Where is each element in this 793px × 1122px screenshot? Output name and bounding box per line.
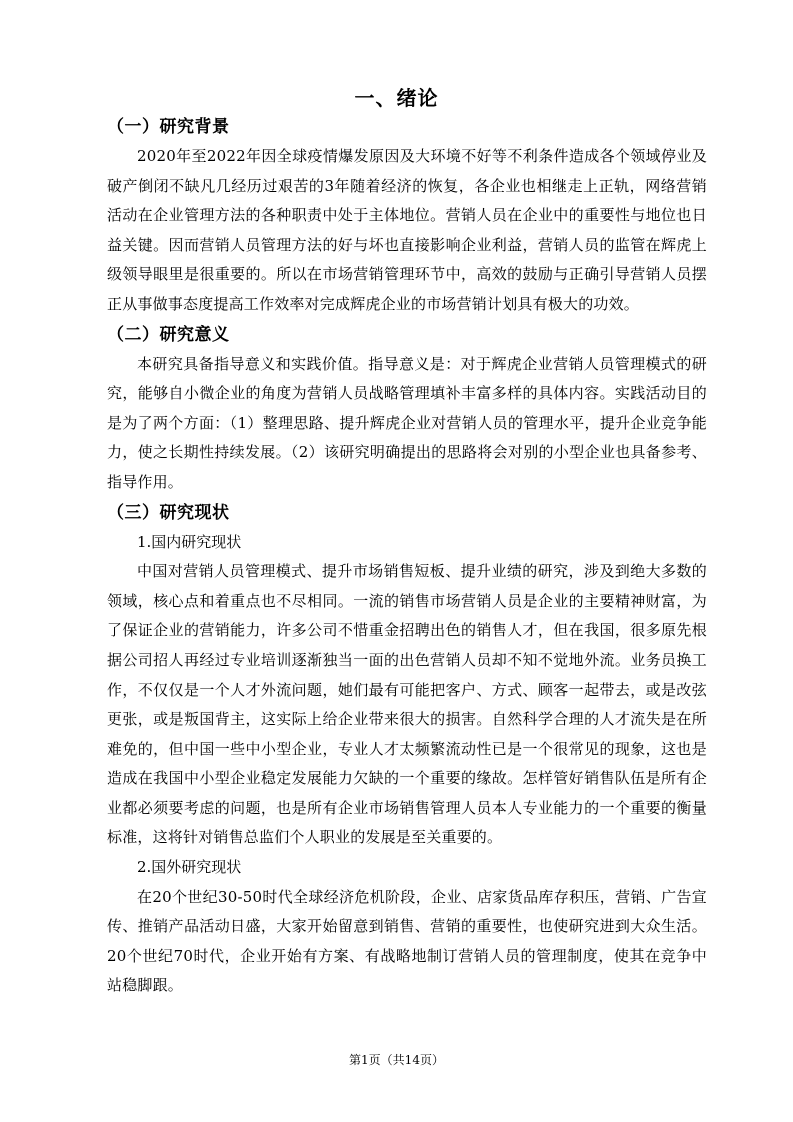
paragraph-significance: 本研究具备指导意义和实践价值。指导意义是：对于辉虎企业营销人员管理模式的研究，能够自小微企业的角度为营销人员战略管理填补丰富多样的具体内容。实践活动目的是为了两个方面：（1）整理思路、提升辉虎企业对营销人员的管理水平，提升企业竞争能力，使之长期性持续发展。（2）该研究明确提出的思路将会对别的小型企业也具备参考、指导作用。 xyxy=(107,354,707,491)
subsection-title-domestic: 1.国内研究现状 xyxy=(137,532,242,551)
section-heading-significance: （二）研究意义 xyxy=(107,324,230,345)
document-body xyxy=(107,112,707,1001)
section-heading-background: （一）研究背景 xyxy=(107,117,230,137)
section-heading-status: （三）研究现状 xyxy=(107,502,230,523)
subsection-title-foreign: 2.国外研究现状 xyxy=(137,858,242,877)
chapter-title: 一、绪论 xyxy=(354,86,439,110)
paragraph-background: 2020年至2022年因全球疫情爆发原因及大环境不好等不利条件造成各个领域停业及破产倒闭不缺凡几经历过艰苦的3年随着经济的恢复，各企业也相继走上正轨，网络营销活动在企业管理方法的各种职责中处于主体地位。营销人员在企业中的重要性与地位也日益关键。因而营销人员管理方法的好与坏也直接影响企业利益，营销人员的监管在辉虎上级领导眼里是很重要的。所以在市场营销管理环节中，高效的鼓励与正确引导营销人员摆正从事做事态度提高工作效率对完成辉虎企业的市场营销计划具有极大的功效。 xyxy=(107,147,707,313)
page-footer: 第1页（共14页） xyxy=(349,1053,444,1067)
paragraph-foreign: 在20个世纪30-50时代全球经济危机阶段，企业、店家货品库存积压，营销、广告宣传、推销产品活动日盛，大家开始留意到销售、营销的重要性，也使研究进到大众生活。20个世纪70时代，企业开始有方案、有战略地制订营销人员的管理制度，使其在竞争中站稳脚跟。 xyxy=(107,887,707,995)
paragraph-domestic: 中国对营销人员管理模式、提升市场销售短板、提升业绩的研究，涉及到绝大多数的领域，核心点和着重点也不尽相同。一流的销售市场营销人员是企业的主要精神财富，为了保证企业的营销能力，许多公司不惜重金招聘出色的销售人才，但在我国，很多原先根据公司招人再经过专业培训逐渐独当一面的出色营销人员却不知不觉地外流。业务员换工作，不仅仅是一个人才外流问题，她们最有可能把客户、方式、顾客一起带去，或是改弦更张，或是叛国背主，这实际上给企业带来很大的损害。自然科学合理的人才流失是在所难免的，但中国一些中小型企业，专业人才太频繁流动性已是一个很常见的现象，这也是造成在我国中小型企业稳定发展能力欠缺的一个重要的缘故。怎样管好销售队伍是所有企业都必须要考虑的问题，也是所有企业市场销售管理人员本人专业能力的一个重要的衡量标准，这将针对销售总监们个人职业的发展是至关重要的。 xyxy=(107,562,707,847)
